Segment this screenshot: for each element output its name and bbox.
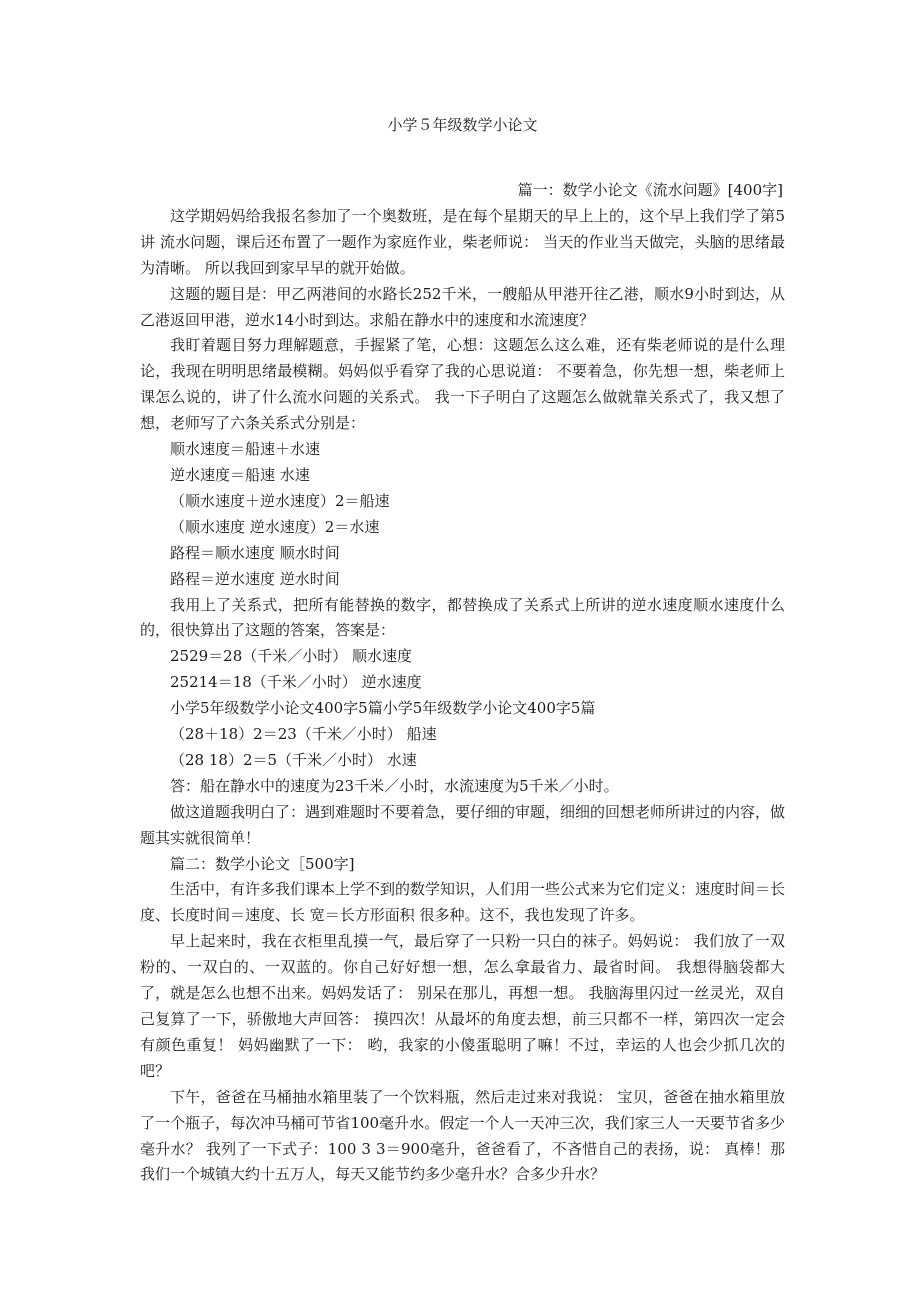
answer-line: 25214＝18（千米／小时） 逆水速度 bbox=[170, 673, 422, 692]
paragraph: 这学期妈妈给我报名参加了一个奥数班，是在每个星期天的早上上的，这个早上我们学了第5讲 流水问题，课后还布置了一题作为家庭作业，柴老师说： 当天的作业当天做完，头脑的思绪最为清晰。 所以我回到家早早的就开始做。 bbox=[140, 206, 785, 277]
formula-line: 路程＝逆水速度 逆水时间 bbox=[170, 569, 340, 588]
paragraph: 早上起来时，我在衣柜里乱摸一气，最后穿了一只粉一只白的袜子。妈妈说： 我们放了一双粉的、一双白的、一双蓝的。你自己好好想一想，怎么拿最省力、最省时间。 我想得脑袋都大了，就是怎么也想不出来。妈妈发话了： 别呆在那儿，再想一想。 我脑海里闪过一丝灵光，双自己复算了一下，骄傲地大声回答： 摸四次！从最坏的角度去想，前三只都不一样，第四次一定会有颜色重复！ 妈妈幽默了一下： 哟，我家的小傻蛋聪明了嘛！不过，幸运的人也会少抓几次的吧？ bbox=[140, 932, 785, 1080]
paragraph: 下午，爸爸在马桶抽水箱里装了一个饮料瓶，然后走过来对我说： 宝贝，爸爸在抽水箱里放了一个瓶子，每次冲马桶可节省100毫升水。假定一个人一天冲三次，我们家三人一天要节省多少毫升水？ 我列了一下式子：100 3 3＝900毫升，爸爸看了，不吝惜自己的表扬，说： 真棒！那我们一个城镇大约十五万人，每天又能节约多少毫升水？合多少升水？ bbox=[140, 1087, 785, 1184]
section-1-title: 篇一：数学小论文《流水问题》[400字] bbox=[517, 181, 783, 199]
answer-line: 答：船在静水中的速度为23千米／小时，水流速度为5千米／小时。 bbox=[170, 776, 619, 795]
formula-line: 路程＝顺水速度 顺水时间 bbox=[170, 543, 340, 562]
paragraph: 这题的题目是：甲乙两港间的水路长252千米，一艘船从甲港开往乙港，顺水9小时到达，从乙港返回甲港，逆水14小时到达。求船在静水中的速度和水流速度？ bbox=[140, 284, 785, 329]
formula-line: （顺水速度＋逆水速度）2＝船速 bbox=[170, 491, 390, 510]
formula-line: （顺水速度 逆水速度）2＝水速 bbox=[170, 517, 380, 536]
paragraph: 我盯着题目努力理解题意，手握紧了笔，心想：这题怎么这么难，还有柴老师说的是什么理论，我现在明明思绪最模糊。妈妈似乎看穿了我的心思说道： 不要着急，你先想一想，柴老师上课怎么说的，讲了什么流水问题的关系式。 我一下子明白了这题怎么做就靠关系式了，我又想了想，老师写了六条关系式分别是： bbox=[140, 336, 785, 433]
formula-line: 逆水速度＝船速 水速 bbox=[170, 465, 310, 484]
answer-line: 2529＝28（千米／小时） 顺水速度 bbox=[170, 647, 413, 666]
answer-line: （28＋18）2＝23（千米／小时） 船速 bbox=[170, 725, 437, 744]
section-2-title: 篇二：数学小论文［500字] bbox=[170, 854, 355, 873]
answer-line: （28 18）2＝5（千米／小时） 水速 bbox=[170, 750, 417, 769]
paragraph: 生活中，有许多我们课本上学不到的数学知识，人们用一些公式来为它们定义：速度时间＝长度、长度时间＝速度、长 宽＝长方形面积 很多种。这不，我也发现了许多。 bbox=[140, 880, 786, 925]
document-title: 小学５年级数学小论文 bbox=[387, 116, 538, 134]
formula-line: 顺水速度＝船速＋水速 bbox=[170, 440, 321, 459]
document-page bbox=[140, 112, 785, 1188]
answer-line: 小学5年级数学小论文400字5篇小学5年级数学小论文400字5篇 bbox=[170, 699, 596, 718]
paragraph: 做这道题我明白了：遇到难题时不要着急，要仔细的审题，细细的回想老师所讲过的内容，做题其实就很简单！ bbox=[140, 802, 786, 847]
paragraph: 我用上了关系式，把所有能替换的数字，都替换成了关系式上所讲的逆水速度顺水速度什么的，很快算出了这题的答案，答案是： bbox=[140, 595, 785, 640]
